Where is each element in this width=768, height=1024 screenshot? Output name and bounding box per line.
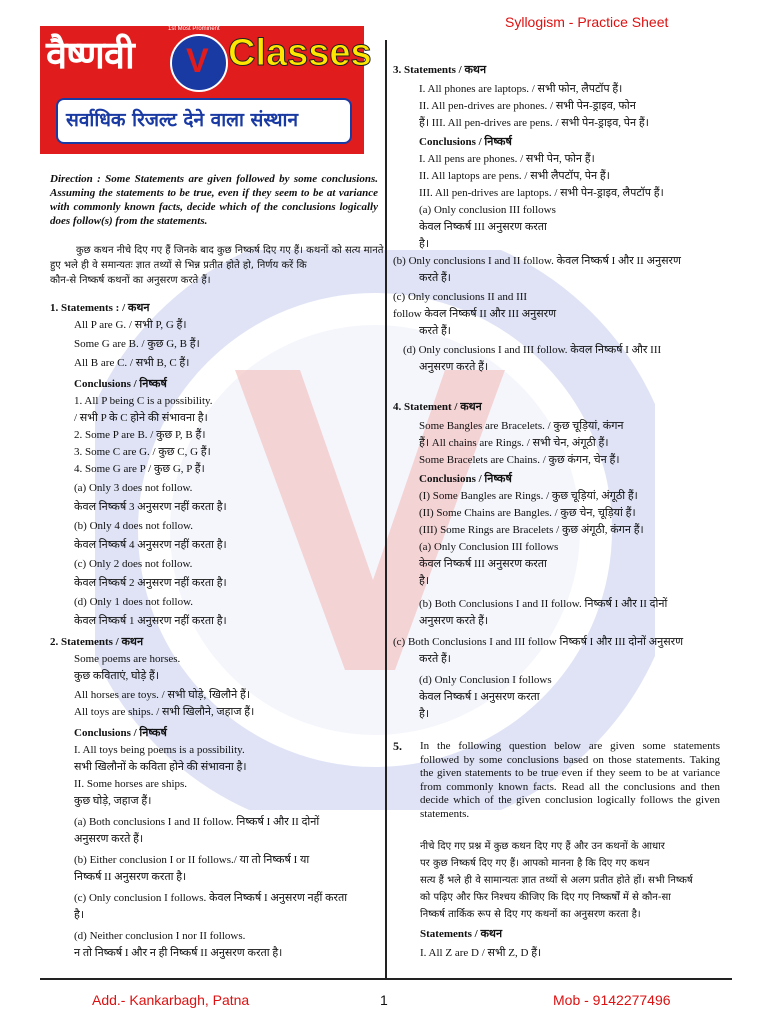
- q1-option: केवल निष्कर्ष 2 अनुसरण नहीं करता है।: [74, 577, 227, 589]
- q3-conclusion: II. All laptops are pens. / सभी लैपटॉप, पेन हैं।: [419, 170, 610, 182]
- footer-mobile: Mob - 9142277496: [553, 992, 671, 1008]
- q2-heading: 2. Statements / कथन: [50, 636, 144, 648]
- q1-option: केवल निष्कर्ष 4 अनुसरण नहीं करता है।: [74, 539, 227, 551]
- q3-statement: II. All pen-drives are phones. / सभी पेन-ड्राइव, फोन: [419, 100, 636, 112]
- direction-hindi: [50, 243, 384, 288]
- q1-conclusion: 2. Some P are B. / कुछ P, B हैं।: [74, 429, 206, 441]
- tagline-box: [56, 98, 352, 144]
- q1-option: (a) Only 3 does not follow.: [74, 482, 193, 494]
- q1-option: (c) Only 2 does not follow.: [74, 558, 193, 570]
- q1-statement: All B are C. / सभी B, C हैं।: [74, 357, 190, 369]
- q4-option: केवल निष्कर्ष I अनुसरण करता: [419, 691, 540, 703]
- q4-statement: Some Bracelets are Chains. / कुछ कंगन, चेन हैं।: [419, 454, 620, 466]
- q3-option: (b) Only conclusions I and II follow. केवल निष्कर्ष I और II अनुसरण: [393, 255, 681, 267]
- q2-option: (c) Only conclusion I follows. केवल निष्कर्ष I अनुसरण नहीं करता: [74, 892, 348, 904]
- q5-number: 5.: [393, 739, 402, 753]
- q4-option: करते हैं।: [419, 653, 451, 665]
- q3-statement: हैं। III. All pen-drives are pens. / सभी पेन-ड्राइव, पेन हैं।: [419, 117, 649, 129]
- column-divider: [385, 40, 387, 978]
- q2-option: न तो निष्कर्ष I और न ही निष्कर्ष II अनुसरण करता है।: [74, 947, 283, 959]
- q2-conclusions-heading: Conclusions / निष्कर्ष: [74, 727, 167, 739]
- q4-statement: हैं। All chains are Rings. / सभी चेन, अंगूठी हैं।: [419, 437, 609, 449]
- q5-statements-heading: Statements / कथन: [420, 928, 503, 940]
- q4-heading: 4. Statement / कथन: [393, 401, 482, 413]
- logo-badge-letter: V: [186, 42, 209, 80]
- question-1: [50, 300, 227, 630]
- q1-option: (b) Only 4 does not follow.: [74, 520, 194, 532]
- q2-statement: All horses are toys. / सभी घोड़े, खिलौने हैं।: [74, 689, 251, 701]
- q2-option: (a) Both conclusions I and II follow. निष्कर्ष I और II दोनों: [74, 816, 320, 828]
- logo-badge-icon: [170, 34, 228, 92]
- q2-statement: Some poems are horses.: [74, 653, 181, 665]
- q3-option: केवल निष्कर्ष III अनुसरण करता: [419, 221, 547, 233]
- q3-conclusions-heading: Conclusions / निष्कर्ष: [419, 136, 512, 148]
- q4-statement: Some Bangles are Bracelets. / कुछ चूड़ियां, कंगन: [419, 420, 624, 432]
- direction-hindi-line: कौन-से निष्कर्ष कथनों का अनुसरण करते हैं।: [50, 275, 211, 286]
- q2-conclusion: कुछ घोड़े, जहाज हैं।: [74, 795, 152, 807]
- q1-conclusions-heading: Conclusions / निष्कर्ष: [74, 378, 167, 390]
- sheet-title: Syllogism - Practice Sheet: [505, 14, 669, 30]
- q2-conclusion: II. Some horses are ships.: [74, 778, 188, 790]
- q4-option: अनुसरण करते हैं।: [419, 615, 489, 627]
- q1-conclusion: 4. Some G are P / कुछ G, P हैं।: [74, 463, 205, 475]
- q3-option: अनुसरण करते हैं।: [419, 361, 489, 373]
- q2-statement: कुछ कविताएं, घोड़े हैं।: [74, 670, 160, 682]
- logo-hindi-name: वैष्णवी: [46, 33, 134, 77]
- q4-option: (d) Only Conclusion I follows: [419, 674, 552, 686]
- q4-option: है।: [419, 575, 430, 587]
- q4-conclusion: (II) Some Chains are Bangles. / कुछ चेन, चूड़ियां हैं।: [419, 507, 636, 519]
- q5-hindi: [420, 838, 693, 923]
- q5-statement: I. All Z are D / सभी Z, D हैं।: [420, 947, 542, 959]
- q2-option: निष्कर्ष II अनुसरण करता है।: [74, 871, 187, 883]
- q3-option: (a) Only conclusion III follows: [419, 204, 556, 216]
- q4-option: (b) Both Conclusions I and II follow. निष्कर्ष I और II दोनों: [419, 598, 668, 610]
- q5-english: In the following question below are given some statements followed by some conclusions based on those statements. Taking the given statements to be true even if they seem to be at variance from commonly known facts. Read all the conclusions and then decide which of the given conclusion logically follows the given statements.: [420, 740, 720, 820]
- q1-conclusion: 1. All P being C is a possibility.: [74, 395, 213, 407]
- q3-conclusion: I. All pens are phones. / सभी पेन, फोन हैं।: [419, 153, 595, 165]
- direction-hindi-line: कुछ कथन नीचे दिए गए हैं जिनके बाद कुछ निष्कर्ष दिए गए हैं। कथनों को सत्य मानते: [76, 245, 384, 256]
- q2-option: है।: [74, 909, 85, 921]
- q5-hindi-line: को पढ़िए और फिर निश्चय कीजिए कि दिए गए निष्कर्षों में से कौन-सा: [420, 892, 671, 903]
- q2-option: अनुसरण करते हैं।: [74, 833, 144, 845]
- question-4: [393, 399, 683, 723]
- q3-option: (d) Only conclusions I and III follow. केवल निष्कर्ष I और III: [403, 344, 662, 356]
- q1-statement: All P are G. / सभी P, G हैं।: [74, 319, 187, 331]
- q5-hindi-line: पर कुछ निष्कर्ष दिए गए हैं। आपको मानना है कि दिए गए कथन: [420, 858, 650, 869]
- question-2: [50, 634, 347, 962]
- q2-option: (b) Either conclusion I or II follows./ या तो निष्कर्ष I या: [74, 854, 310, 866]
- q1-heading: 1. Statements : / कथन: [50, 302, 150, 314]
- q5-hindi-line: सत्य हैं भले ही वे सामान्यतः ज्ञात तथ्यों से अलग प्रतीत होते हों। सभी निष्कर्ष: [420, 875, 693, 886]
- q4-option: केवल निष्कर्ष III अनुसरण करता: [419, 558, 547, 570]
- q1-option: (d) Only 1 does not follow.: [74, 596, 194, 608]
- q3-option: follow केवल निष्कर्ष II और III अनुसरण: [393, 308, 557, 320]
- institute-logo: [40, 26, 372, 154]
- q2-conclusion: सभी खिलौनों के कविता होने की संभावना है।: [74, 761, 247, 773]
- direction-hindi-line: हुए भले ही वे समान्यतः ज्ञात तथ्यों से भिन्न प्रतीत होते हो, निर्णय करें कि: [50, 260, 307, 271]
- footer-address: Add.- Kankarbagh, Patna: [92, 992, 250, 1008]
- q4-option: है।: [419, 708, 430, 720]
- q3-statement: I. All phones are laptops. / सभी फोन, लैपटॉप हैं।: [419, 83, 623, 95]
- q1-statement: Some G are B. / कुछ G, B हैं।: [74, 338, 200, 350]
- q2-option: (d) Neither conclusion I nor II follows.: [74, 930, 246, 942]
- q3-option: है।: [419, 238, 430, 250]
- q4-conclusion: (III) Some Rings are Bracelets / कुछ अंगूठी, कंगन हैं।: [419, 524, 644, 536]
- page-number: 1: [380, 992, 388, 1008]
- q1-conclusion: 3. Some C are G. / कुछ C, G हैं।: [74, 446, 211, 458]
- q5-hindi-line: नीचे दिए गए प्रश्न में कुछ कथन दिए गए हैं और उन कथनों के आधार: [420, 841, 665, 852]
- logo-tagline: सर्वाधिक रिजल्ट देने वाला संस्थान: [66, 109, 299, 131]
- q2-statement: All toys are ships. / सभी खिलौने, जहाज हैं।: [74, 706, 255, 718]
- q1-conclusion: / सभी P के C होने की संभावना है।: [74, 412, 208, 424]
- q1-option: केवल निष्कर्ष 1 अनुसरण नहीं करता है।: [74, 615, 227, 627]
- q3-option: करते हैं।: [419, 272, 451, 284]
- q4-conclusion: (I) Some Bangles are Rings. / कुछ चूड़ियां, अंगूठी हैं।: [419, 490, 638, 502]
- q1-option: केवल निष्कर्ष 3 अनुसरण नहीं करता है।: [74, 501, 227, 513]
- q4-option: (c) Both Conclusions I and III follow निष्कर्ष I और III दोनों अनुसरण: [393, 636, 684, 648]
- q2-conclusion: I. All toys being poems is a possibility.: [74, 744, 245, 756]
- q3-option: करते हैं।: [419, 325, 451, 337]
- q3-heading: 3. Statements / कथन: [393, 64, 487, 76]
- q3-conclusion: III. All pen-drives are laptops. / सभी पेन-ड्राइव, लैपटॉप हैं।: [419, 187, 664, 199]
- q3-option: (c) Only conclusions II and III: [393, 291, 528, 303]
- q4-conclusions-heading: Conclusions / निष्कर्ष: [419, 473, 512, 485]
- q5-hindi-line: निष्कर्ष तार्किक रूप से दिए गए कथनों का अनुसरण करता है।: [420, 909, 641, 920]
- direction-english: Direction : Some Statements are given followed by some conclusions. Assuming the statements to be true, even if they seem to be at variance with commonly known facts, decide which of the conclusions logically does follow(s) from the statements.: [50, 173, 378, 227]
- logo-english-name: Classes: [228, 32, 372, 74]
- question-3: [393, 62, 681, 376]
- footer-divider: [40, 978, 732, 980]
- logo-slogan: 1st Most Prominent: [168, 26, 220, 32]
- q4-option: (a) Only Conclusion III follows: [419, 541, 559, 553]
- q5-statements: [420, 926, 541, 962]
